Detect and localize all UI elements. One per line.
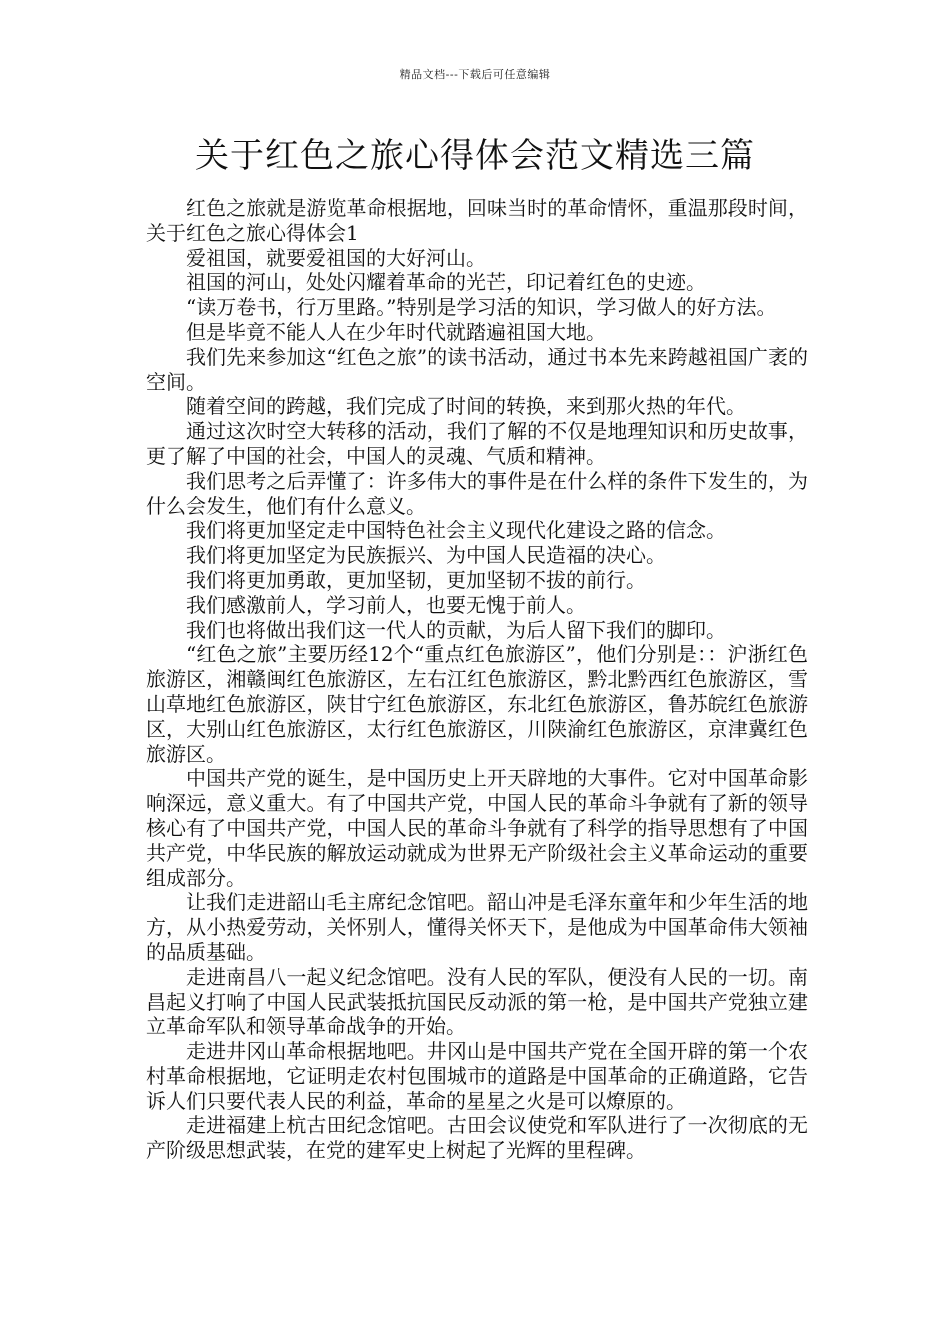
paragraph: 红色之旅就是游览革命根据地，回味当时的革命情怀，重温那段时间，关于红色之旅心得体会1 — [146, 196, 808, 245]
paragraph: 走进福建上杭古田纪念馆吧。古田会议使党和军队进行了一次彻底的无产阶级思想武装，在党的建军史上树起了光辉的里程碑。 — [146, 1113, 808, 1163]
paragraph: 我们也将做出我们这一代人的贡献，为后人留下我们的脚印。 — [186, 617, 726, 642]
paragraph: 我们将更加坚定为民族振兴、为中国人民造福的决心。 — [186, 543, 666, 568]
paragraph: 我们感激前人，学习前人，也要无愧于前人。 — [186, 592, 586, 617]
paragraph: 让我们走进韶山毛主席纪念馆吧。韶山冲是毛泽东童年和少年生活的地方，从小热爱劳动，关怀别人，懂得关怀天下，是他成为中国革命伟大领袖的品质基础。 — [146, 890, 808, 964]
paragraph: 走进井冈山革命根据地吧。井冈山是中国共产党在全国开辟的第一个农村革命根据地，它证明走农村包围城市的道路是中国革命的正确道路，它告诉人们只要代表人民的利益，革命的星星之火是可以燎原的。 — [146, 1039, 808, 1113]
paragraph: 但是毕竟不能人人在少年时代就踏遍祖国大地。 — [186, 319, 606, 344]
paragraph: 我们将更加坚定走中国特色社会主义现代化建设之路的信念。 — [186, 518, 726, 543]
paragraph: 祖国的河山，处处闪耀着革命的光芒，印记着红色的史迹。 — [186, 270, 706, 295]
document-body — [146, 196, 808, 1163]
paragraph: 走进南昌八一起义纪念馆吧。没有人民的军队，便没有人民的一切。南昌起义打响了中国人民武装抵抗国民反动派的第一枪，是中国共产党独立建立革命军队和领导革命战争的开始。 — [146, 964, 808, 1039]
document-title: 关于红色之旅心得体会范文精选三篇 — [195, 136, 755, 176]
paragraph: 我们思考之后弄懂了：许多伟大的事件是在什么样的条件下发生的，为什么会发生，他们有什么意义。 — [146, 468, 808, 518]
paragraph: 我们将更加勇敢，更加坚韧，更加坚韧不拔的前行。 — [186, 567, 646, 592]
paragraph: 爱祖国，就要爱祖国的大好河山。 — [186, 245, 486, 270]
paragraph: 随着空间的跨越，我们完成了时间的转换，来到那火热的年代。 — [186, 394, 746, 419]
paragraph: 我们先来参加这“红色之旅”的读书活动，通过书本先来跨越祖国广袤的空间。 — [146, 344, 808, 394]
paragraph: 中国共产党的诞生，是中国历史上开天辟地的大事件。它对中国革命影响深远，意义重大。有了中国共产党，中国人民的革命斗争就有了新的领导核心有了中国共产党，中国人民的革命斗争就有了科学的指导思想有了中国共产党，中华民族的解放运动就成为世界无产阶级社会主义革命运动的重要组成部分。 — [146, 766, 808, 890]
paragraph: 通过这次时空大转移的活动，我们了解的不仅是地理知识和历史故事，更了解了中国的社会，中国人的灵魂、气质和精神。 — [146, 419, 808, 468]
paragraph: “红色之旅”主要历经12个“重点红色旅游区”，他们分别是：：沪浙红色旅游区，湘赣闽红色旅游区，左右江红色旅游区，黔北黔西红色旅游区，雪山草地红色旅游区，陕甘宁红色旅游区，东北红色旅游区，鲁苏皖红色旅游区，大别山红色旅游区，太行红色旅游区，川陕渝红色旅游区，京津冀红色旅游区。 — [146, 642, 808, 766]
paragraph: “读万卷书，行万里路。”特别是学习活的知识，学习做人的好方法。 — [186, 295, 777, 320]
header-note: 精品文档---下载后可任意编辑 — [399, 68, 551, 81]
